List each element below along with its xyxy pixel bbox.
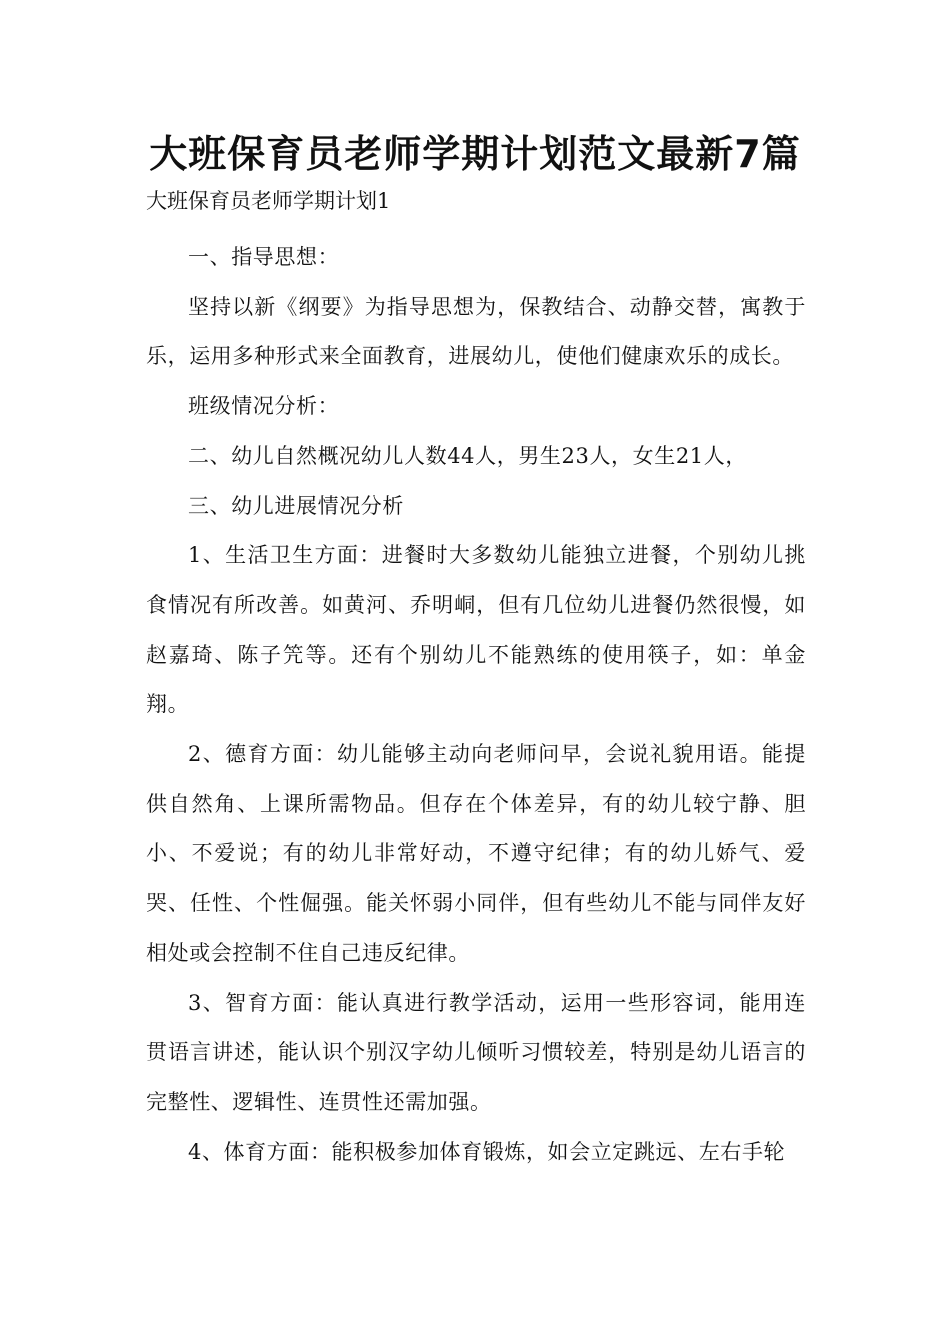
paragraph-class-analysis-heading: 班级情况分析：	[188, 394, 340, 419]
document-title: 大班保育员老师学期计划范文最新7篇	[149, 132, 801, 176]
paragraph-guiding-thought-heading: 一、指导思想：	[188, 245, 340, 269]
paragraph-children-overview: 二、幼儿自然概况幼儿人数44人，男生23人，女生21人，	[188, 443, 747, 468]
paragraph-intellectual-education: 3、智育方面：能认真进行教学活动，运用一些形容词，能用连贯语言讲述，能认识个别汉字幼儿倾听习惯较差，特别是幼儿语言的完整性、逻辑性、连贯性还需加强。	[146, 990, 806, 1114]
paragraph-guiding-thought: 坚持以新《纲要》为指导思想为，保教结合、动静交替，寓教于乐，运用多种形式来全面教育，进展幼儿，使他们健康欢乐的成长。	[146, 294, 806, 369]
paragraph-development-heading: 三、幼儿进展情况分析	[188, 493, 404, 518]
document-body	[146, 233, 806, 1177]
section-heading: 大班保育员老师学期计划1	[146, 189, 391, 213]
paragraph-hygiene: 1、生活卫生方面：进餐时大多数幼儿能独立进餐，个别幼儿挑食情况有所改善。如黄河、乔明峒，但有几位幼儿进餐仍然很慢，如赵嘉琦、陈子笐等。还有个别幼儿不能熟练的使用筷子，如：单金翔。	[146, 543, 806, 717]
paragraph-moral-education: 2、德育方面：幼儿能够主动向老师问早，会说礼貌用语。能提供自然角、上课所需物品。但存在个体差异，有的幼儿较宁静、胆小、不爱说；有的幼儿非常好动，不遵守纪律；有的幼儿娇气、爱哭、任性、个性倔强。能关怀弱小同伴，但有些幼儿不能与同伴友好相处或会控制不住自己违反纪律。	[146, 742, 806, 965]
paragraph-physical-education: 4、体育方面：能积极参加体育锻炼，如会立定跳远、左右手轮	[188, 1139, 786, 1164]
